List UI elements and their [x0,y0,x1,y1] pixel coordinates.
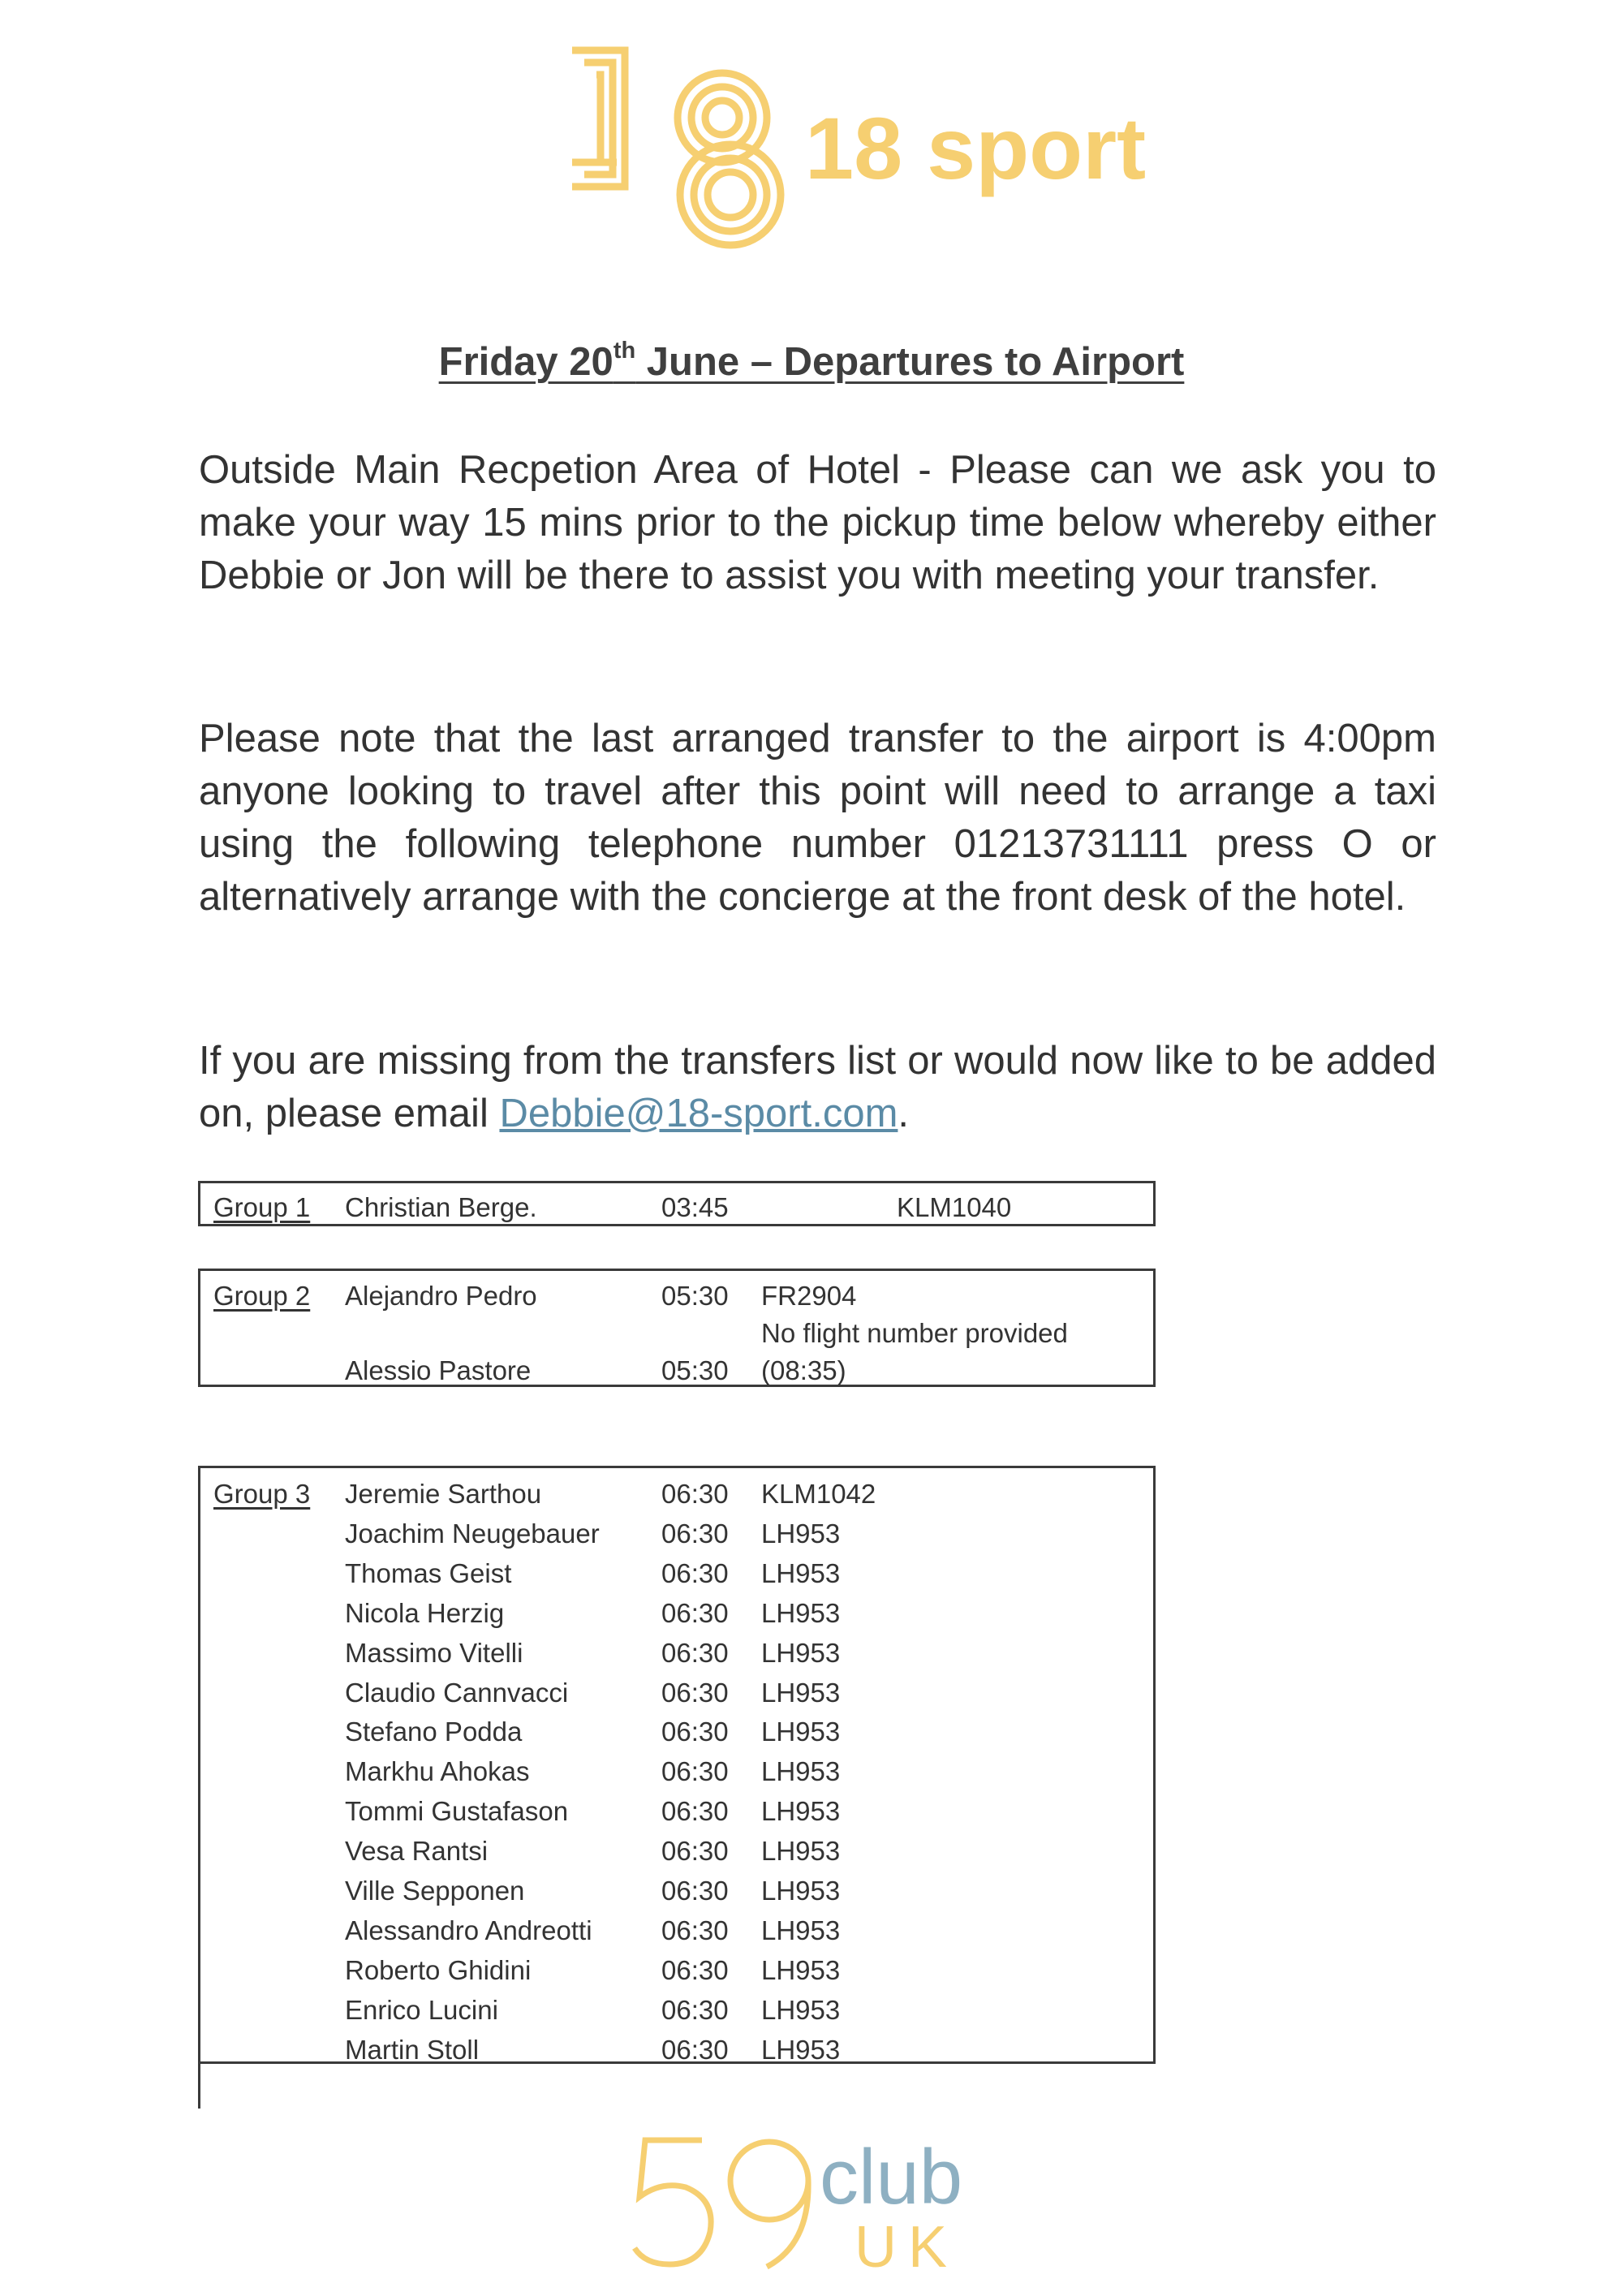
email-link[interactable]: Debbie@18-sport.com [499,1092,898,1135]
passenger-name: Massimo Vitelli [345,1638,523,1668]
pickup-time: 06:30 [661,1598,729,1628]
group-3-label: Group 3 [213,1479,311,1509]
59club-uk-logo [625,2122,1014,2280]
flight-number: KLM1042 [761,1479,876,1509]
pickup-time: 06:30 [661,1876,729,1906]
title-superscript: th [613,337,636,364]
passenger-name: Joachim Neugebauer [345,1518,600,1549]
passenger-name: Tommi Gustafason [345,1796,569,1826]
flight-number: KLM1040 [897,1192,1012,1222]
flight-number: LH953 [761,1915,841,1945]
pickup-time: 06:30 [661,1558,729,1588]
passenger-name: Enrico Lucini [345,1995,498,2025]
flight-number: LH953 [761,2035,841,2065]
flight-number: LH953 [761,1876,841,1906]
pickup-time: 05:30 [661,1355,729,1385]
passenger-name: Martin Stoll [345,2035,480,2065]
contact-text: If you are missing from the transfers list or would now like to be added on, please email [199,1039,1436,1135]
flight-number: LH953 [761,1955,841,1985]
page-title [0,339,1623,385]
club-wordmark: club [820,2134,963,2221]
pickup-time: 06:30 [661,1638,729,1668]
pickup-time: 06:30 [661,1678,729,1708]
flight-number: LH953 [761,1558,841,1588]
pickup-time: 06:30 [661,1995,729,2025]
pickup-time: 06:30 [661,1796,729,1826]
flight-number: LH953 [761,1756,841,1786]
meeting-point-paragraph: Outside Main Recpetion Area of Hotel - Please can we ask you to make your way 15 mins prior to the pickup time below whereby either Debbie or Jon will be there to assist you with meeting your transfer. [199,448,1436,597]
pickup-time: 06:30 [661,1915,729,1945]
pickup-time: 06:30 [661,1756,729,1786]
title-suffix: June – Departures to Airport [635,340,1185,384]
table-border-stub [198,2064,200,2109]
passenger-name: Jeremie Sarthou [345,1479,542,1509]
pickup-time: 06:30 [661,1836,729,1866]
18-sport-wordmark: 18 sport [805,99,1147,197]
flight-number: LH953 [761,1638,841,1668]
passenger-name: Markhu Ahokas [345,1756,530,1786]
uk-wordmark: UK [855,2215,959,2280]
flight-number: LH953 [761,1518,841,1549]
pickup-time: 05:30 [661,1281,729,1311]
passenger-name: Nicola Herzig [345,1598,505,1628]
flight-number: LH953 [761,1796,841,1826]
18-sport-logo [568,41,1147,252]
group-2-label: Group 2 [213,1281,311,1311]
pickup-time: 06:30 [661,2035,729,2065]
pickup-time: 06:30 [661,1955,729,1985]
passenger-name: Alessio Pastore [345,1355,532,1385]
title-prefix: Friday 20 [438,340,613,384]
passenger-name: Claudio Cannvacci [345,1678,569,1708]
flight-number: LH953 [761,1717,841,1747]
pickup-time: 06:30 [661,1518,729,1549]
flight-number: LH953 [761,1995,841,2025]
passenger-name: Christian Berge. [345,1192,537,1222]
flight-number: LH953 [761,1836,841,1866]
flight-number: FR2904 [761,1281,857,1311]
flight-number: LH953 [761,1598,841,1628]
passenger-name: Thomas Geist [345,1558,512,1588]
pickup-time: 06:30 [661,1717,729,1747]
contact-end: . [898,1092,910,1135]
flight-number: LH953 [761,1678,841,1708]
flight-note: No flight number provided [761,1318,1068,1348]
pickup-time: 03:45 [661,1192,729,1222]
group-1-label: Group 1 [213,1192,311,1222]
contact-paragraph [199,1035,1436,1140]
passenger-name: Roberto Ghidini [345,1955,532,1985]
passenger-name: Ville Sepponen [345,1876,525,1906]
flight-number: (08:35) [761,1355,846,1385]
last-transfer-paragraph: Please note that the last arranged transfer to the airport is 4:00pm anyone looking to travel after this point will need to arrange a taxi using the following telephone number 01213731111 press O or alternatively arrange with the concierge at the front desk of the hotel. [199,717,1436,919]
18-sport-logo-graphic [568,41,1147,252]
59club-uk-logo-graphic [625,2122,1014,2280]
passenger-name: Alejandro Pedro [345,1281,537,1311]
passenger-name: Vesa Rantsi [345,1836,489,1866]
passenger-name: Stefano Podda [345,1717,523,1747]
passenger-name: Alessandro Andreotti [345,1915,592,1945]
pickup-time: 06:30 [661,1479,729,1509]
